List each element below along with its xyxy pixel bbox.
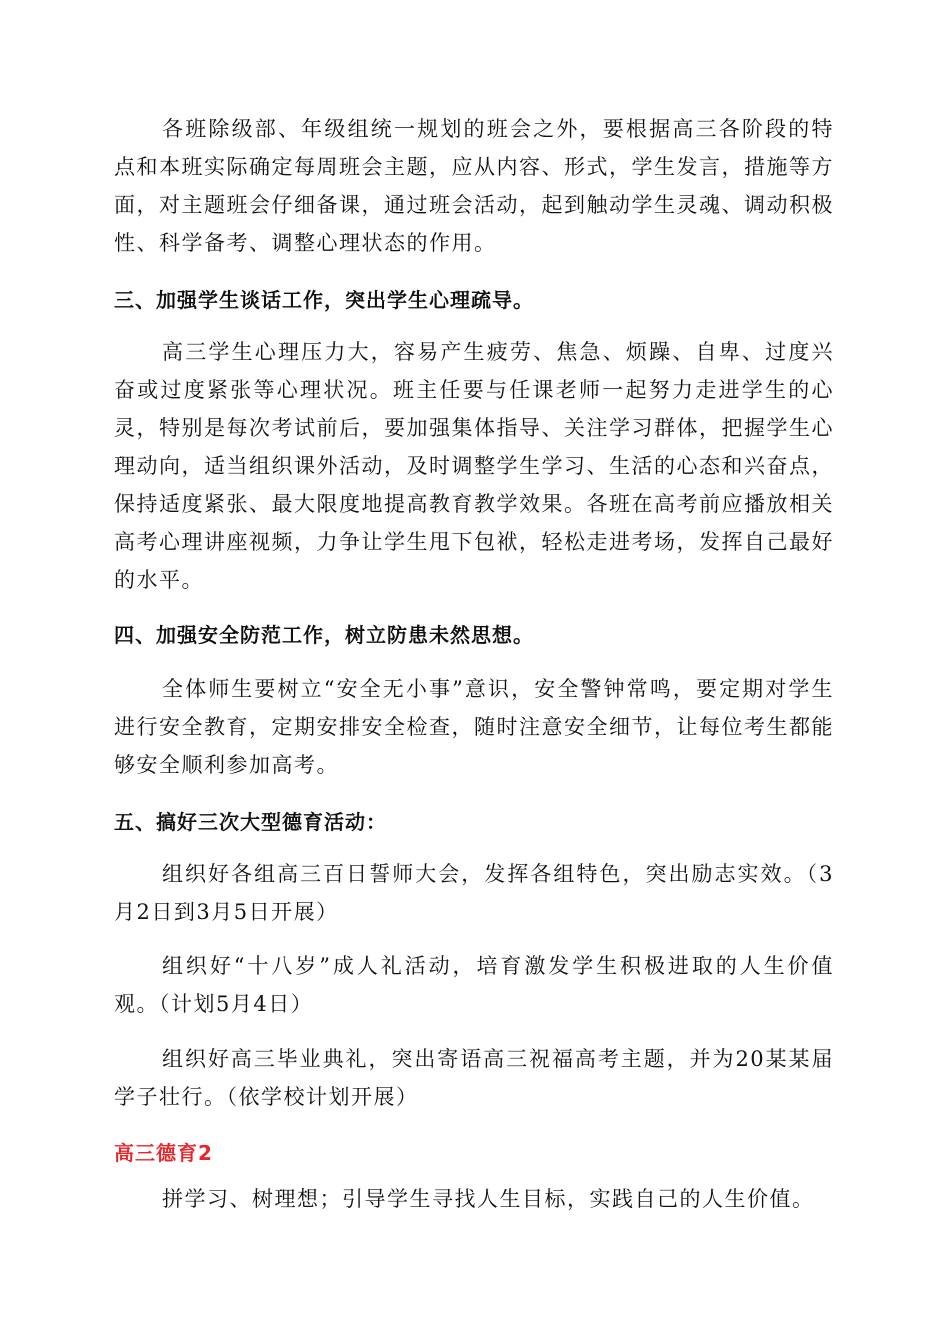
paragraph-psychology: 高三学生心理压力大，容易产生疲劳、焦急、烦躁、自卑、过度兴奋或过度紧张等心理状况。班主任要与任课老师一起努力走进学生的心灵，特别是每次考试前后，要加强集体指导、关注学习群体，把握学生心理动向，适当组织课外活动，及时调整学生学习、生活的心态和兴奋点，保持适度紧张、最大限度地提高教育教学效果。各班在高考前应播放相关高考心理讲座视频，力争让学生甩下包袱，轻松走进考场，发挥自己最好的水平。	[114, 340, 834, 592]
paragraph-activity-rally: 组织好各组高三百日誓师大会，发挥各组特色，突出励志实效。（3月2日到3月5日开展）	[114, 862, 834, 924]
paragraph-safety: 全体师生要树立“安全无小事”意识，安全警钟常鸣，要定期对学生进行安全教育，定期安排安全检查，随时注意安全细节，让每位考生都能够安全顺利参加高考。	[114, 677, 834, 777]
heading-safety: 四、加强安全防范工作，树立防患未然思想。	[114, 623, 534, 647]
heading-activities: 五、搞好三次大型德育活动：	[114, 810, 387, 834]
paragraph-study-ideals: 拼学习、树理想；引导学生寻找人生目标，实践自己的人生价值。	[162, 1187, 815, 1211]
heading-student-talks: 三、加强学生谈话工作，突出学生心理疏导。	[114, 288, 534, 312]
paragraph-activity-coming-of-age: 组织好“十八岁”成人礼活动，培育激发学生积极进取的人生价值观。（计划5月4日）	[114, 954, 834, 1016]
paragraph-class-meeting: 各班除级部、年级组统一规划的班会之外，要根据高三各阶段的特点和本班实际确定每周班会主题，应从内容、形式，学生发言，措施等方面，对主题班会仔细备课，通过班会活动，起到触动学生灵魂、调动积极性、科学备考、调整心理状态的作用。	[114, 117, 834, 255]
section-title: 高三德育2	[114, 1141, 213, 1165]
paragraph-activity-graduation: 组织好高三毕业典礼，突出寄语高三祝福高考主题，并为20某某届学子壮行。（依学校计划开展）	[114, 1047, 834, 1109]
